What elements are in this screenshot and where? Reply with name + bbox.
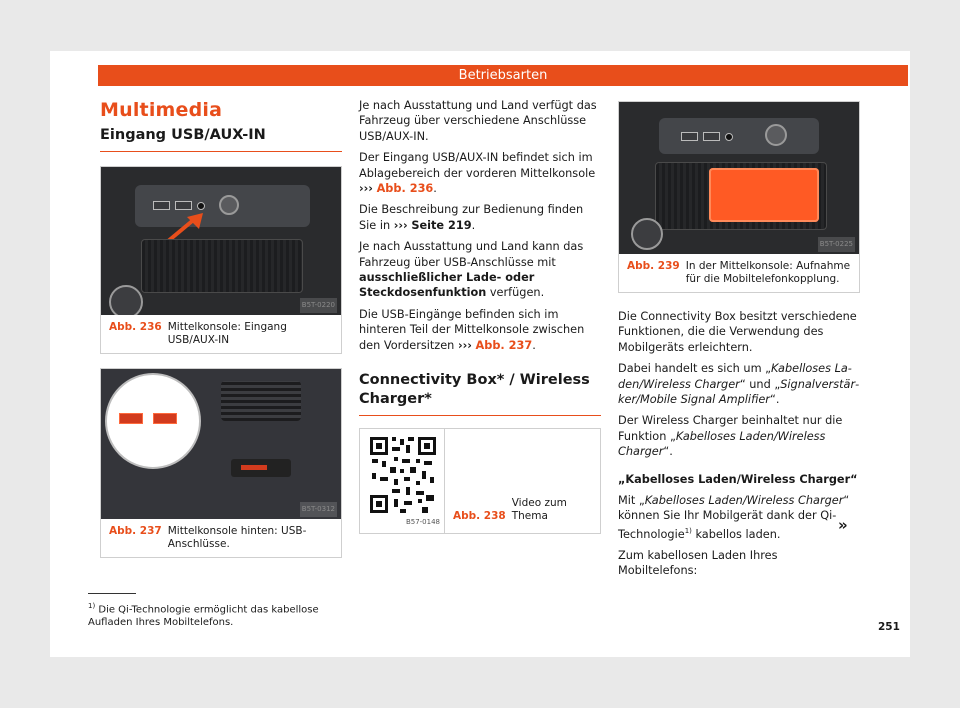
page-link[interactable]: Seite 219 <box>411 218 472 232</box>
section-heading-connectivity: Connectivity Box* / Wireless Charger* <box>359 371 601 416</box>
subheading: „Kabelloses Laden/Wireless Charger“ <box>618 472 858 486</box>
figure-number: Abb. 239 <box>627 260 680 272</box>
image-code: B5T-0220 <box>300 298 337 313</box>
figure-caption <box>101 519 341 557</box>
paragraph: Zum kabellosen Laden Ihres Mobiltelefons: <box>618 549 778 578</box>
section-heading-usb: Eingang USB/AUX-IN <box>100 126 342 152</box>
right-column <box>618 101 860 585</box>
figure-caption <box>619 254 859 292</box>
console-photo <box>101 167 341 315</box>
page-title: Multimedia <box>100 99 223 121</box>
paragraph: Die Connectivity Box besitzt verschiedene Funktionen, die die Verwendung des Mobilgeräts erleichtern. <box>618 310 857 354</box>
footnote-text: Die Qi-Technologie ermöglicht das kabellose Aufladen Ihres Mobiltelefons. <box>88 604 319 629</box>
paragraph: Die Beschreibung zur Bedienung finden Sie in ››› Seite 219. <box>359 203 584 232</box>
paragraph: Mit „Kabelloses Laden/Wireless Charger“ können Sie Ihr Mobilgerät dank der Qi-Technologie$^{1)}$ kabellos laden. <box>618 494 850 541</box>
figure-link[interactable]: Abb. 236 <box>376 182 434 196</box>
qr-code[interactable] <box>360 429 445 533</box>
caption-text: Video zum Thema <box>511 497 567 523</box>
caption-text: In der Mittelkonsole: Aufnahme für die Mobiltelefonkopplung. <box>685 260 851 285</box>
caption-text: Mittelkonsole hinten: USB-Anschlüsse. <box>167 525 307 551</box>
figure-number: Abb. 236 <box>109 321 162 334</box>
paragraph: Der Eingang USB/AUX-IN befindet sich im Ablagebereich der vorderen Mittelkonsole ››› Abb. 236. <box>359 151 596 196</box>
qr-code-icon <box>360 429 444 521</box>
rear-console-photo <box>101 369 341 519</box>
section-header: Betriebsarten <box>98 65 908 86</box>
figure-number: Abb. 237 <box>109 525 162 538</box>
footnote-marker: 1) <box>88 602 96 610</box>
figure-link[interactable]: Abb. 237 <box>475 338 533 352</box>
paragraph: Dabei handelt es sich um „Kabelloses Laden/Wireless Charger“ und „Signalverstärker/Mobile Signal Amplifier“. <box>618 362 860 407</box>
figure-237 <box>100 368 342 558</box>
image-code: B5T-0225 <box>818 237 855 252</box>
paragraph: Je nach Ausstattung und Land kann das Fahrzeug über USB-Anschlüsse mit ausschließlicher Lade- oder Steckdosenfunktion verfügen. <box>359 240 584 300</box>
figure-236 <box>100 166 342 354</box>
paragraph: Die USB-Eingänge befinden sich im hinteren Teil der Mittelkonsole zwischen den Vordersitzen ››› Abb. 237. <box>359 307 585 352</box>
paragraph: Der Wireless Charger beinhaltet nur die Funktion „Kabelloses Laden/Wireless Charger“. <box>618 414 843 459</box>
middle-column <box>359 98 601 534</box>
manual-page <box>50 51 910 657</box>
footnote-marker: 1) <box>684 526 692 535</box>
charger-photo <box>619 102 859 254</box>
image-code: B5T-0312 <box>300 502 337 517</box>
footnote <box>88 593 338 629</box>
figure-number: Abb. 238 <box>453 510 506 523</box>
figure-caption <box>101 315 341 353</box>
figure-239 <box>618 101 860 293</box>
page-number: 251 <box>878 621 900 633</box>
paragraph: Je nach Ausstattung und Land verfügt das Fahrzeug über verschiedene Anschlüsse USB/AUX-IN. <box>359 99 597 143</box>
caption-text: Mittelkonsole: Eingang USB/AUX-IN <box>167 321 287 347</box>
continue-mark: » <box>838 516 848 534</box>
figure-238 <box>359 428 601 534</box>
left-column <box>100 99 342 558</box>
footnote-divider <box>88 593 136 594</box>
figure-caption <box>445 429 600 533</box>
image-code: B57-0148 <box>405 517 440 526</box>
